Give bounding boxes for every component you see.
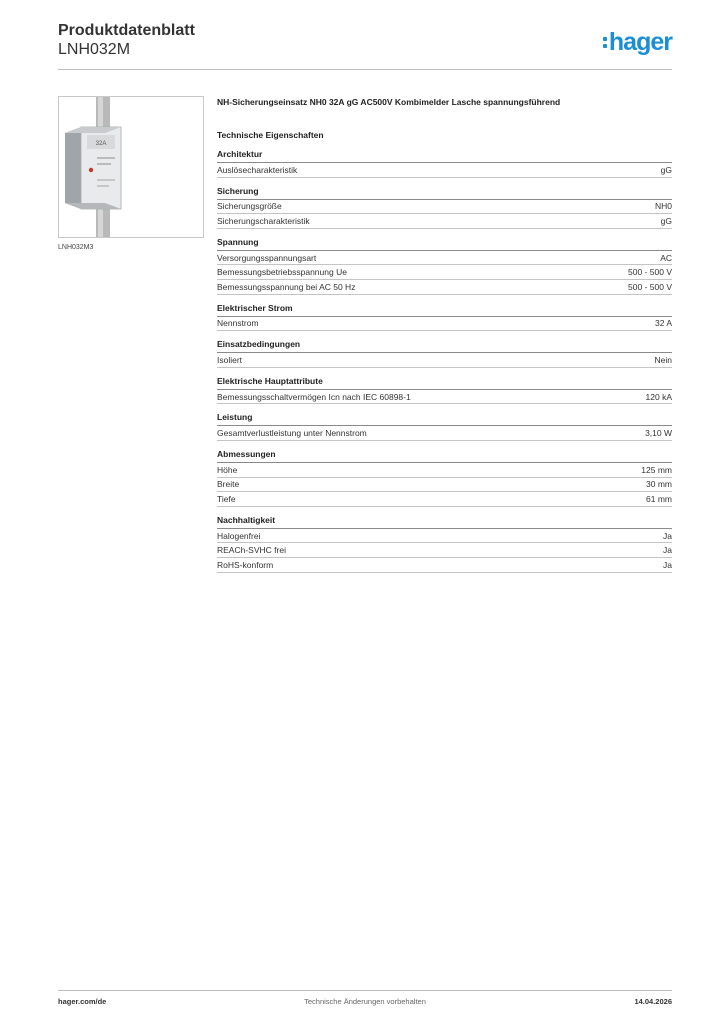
property-value: Nein bbox=[654, 354, 672, 365]
properties-section bbox=[217, 237, 672, 295]
properties-section bbox=[217, 149, 672, 178]
property-label: Sicherungsgröße bbox=[217, 201, 282, 212]
property-row bbox=[217, 353, 672, 368]
footer-divider bbox=[58, 990, 672, 991]
property-label: Gesamtverlustleistung unter Nennstrom bbox=[217, 428, 367, 439]
property-value: NH0 bbox=[654, 201, 672, 212]
property-label: Isoliert bbox=[217, 354, 243, 365]
property-row bbox=[217, 463, 672, 478]
property-row bbox=[217, 478, 672, 493]
property-row bbox=[217, 426, 672, 441]
property-row bbox=[217, 163, 672, 178]
property-row bbox=[217, 492, 672, 507]
property-row bbox=[217, 558, 672, 573]
property-row bbox=[217, 529, 672, 544]
property-label: Bemessungsbetriebsspannung Ue bbox=[217, 267, 347, 278]
property-value: Ja bbox=[663, 559, 672, 570]
property-value: 500 - 500 V bbox=[628, 267, 672, 278]
property-row bbox=[217, 214, 672, 229]
property-value: AC bbox=[660, 252, 672, 263]
footer-website[interactable]: hager.com/de bbox=[58, 997, 107, 1006]
property-value: 3,10 W bbox=[645, 428, 672, 439]
section-heading: Architektur bbox=[217, 149, 263, 159]
property-row bbox=[217, 543, 672, 558]
property-row bbox=[217, 265, 672, 280]
property-row bbox=[217, 280, 672, 295]
product-details bbox=[217, 96, 672, 573]
properties-section bbox=[217, 449, 672, 507]
section-heading: Sicherung bbox=[217, 185, 259, 196]
footer-date: 14.04.2026 bbox=[634, 997, 672, 1006]
image-caption: LNH032M3 bbox=[58, 244, 94, 251]
property-label: Höhe bbox=[217, 464, 238, 475]
property-label: RoHS-konform bbox=[217, 559, 274, 570]
property-row bbox=[217, 317, 672, 332]
product-title: NH-Sicherungseinsatz NH0 32A gG AC500V Kombimelder Lasche spannungsführend bbox=[217, 97, 561, 107]
fuse-nh0-icon bbox=[59, 97, 204, 238]
property-label: Versorgungsspannungsart bbox=[217, 252, 317, 263]
logo-dots-icon bbox=[603, 37, 607, 48]
property-label: Bemessungsspannung bei AC 50 Hz bbox=[217, 281, 356, 292]
section-heading: Leistung bbox=[217, 412, 253, 423]
property-value: gG bbox=[660, 215, 672, 226]
property-label: Breite bbox=[217, 479, 240, 490]
section-heading: Nachhaltigkeit bbox=[217, 514, 276, 525]
fuse-rating-text: 32A bbox=[95, 141, 107, 147]
section-heading: Elektrische Hauptattribute bbox=[217, 375, 323, 386]
section-heading: Spannung bbox=[217, 236, 259, 247]
properties-section bbox=[217, 339, 672, 368]
property-label: Auslösecharakteristik bbox=[217, 164, 298, 175]
logo-text: hager bbox=[608, 28, 672, 56]
properties-section bbox=[217, 303, 672, 332]
property-row bbox=[217, 251, 672, 266]
header-divider bbox=[58, 69, 672, 70]
section-heading: Elektrischer Strom bbox=[217, 302, 293, 313]
technical-properties-title: Technische Eigenschaften bbox=[217, 130, 324, 140]
properties-sections bbox=[217, 149, 672, 573]
hager-logo bbox=[603, 28, 672, 56]
property-label: Bemessungsschaltvermögen Icn nach IEC 60898-1 bbox=[217, 391, 411, 402]
properties-section bbox=[217, 376, 672, 405]
property-row bbox=[217, 390, 672, 405]
article-number: LNH032M bbox=[58, 41, 131, 58]
document-title: Produktdatenblatt bbox=[58, 22, 195, 39]
product-image-frame bbox=[58, 96, 204, 238]
properties-section bbox=[217, 186, 672, 229]
property-label: Sicherungscharakteristik bbox=[217, 215, 310, 226]
property-value: 125 mm bbox=[641, 464, 672, 475]
property-value: 61 mm bbox=[646, 493, 672, 504]
property-label: REACh-SVHC frei bbox=[217, 545, 286, 556]
property-value: Ja bbox=[663, 530, 672, 541]
property-value: 32 A bbox=[654, 318, 672, 329]
properties-section bbox=[217, 515, 672, 573]
property-label: Halogenfrei bbox=[217, 530, 261, 541]
property-label: Tiefe bbox=[217, 493, 236, 504]
property-value: 500 - 500 V bbox=[628, 281, 672, 292]
property-value: Ja bbox=[663, 545, 672, 556]
page-header bbox=[58, 22, 672, 68]
page-footer bbox=[58, 997, 672, 1009]
section-heading: Abmessungen bbox=[217, 448, 276, 459]
property-value: 120 kA bbox=[645, 391, 672, 402]
property-row bbox=[217, 200, 672, 215]
property-value: gG bbox=[660, 164, 672, 175]
section-heading: Einsatzbedingungen bbox=[217, 339, 301, 350]
property-value: 30 mm bbox=[646, 479, 672, 490]
property-label: Nennstrom bbox=[217, 318, 259, 329]
footer-disclaimer: Technische Änderungen vorbehalten bbox=[304, 997, 426, 1006]
properties-section bbox=[217, 412, 672, 441]
